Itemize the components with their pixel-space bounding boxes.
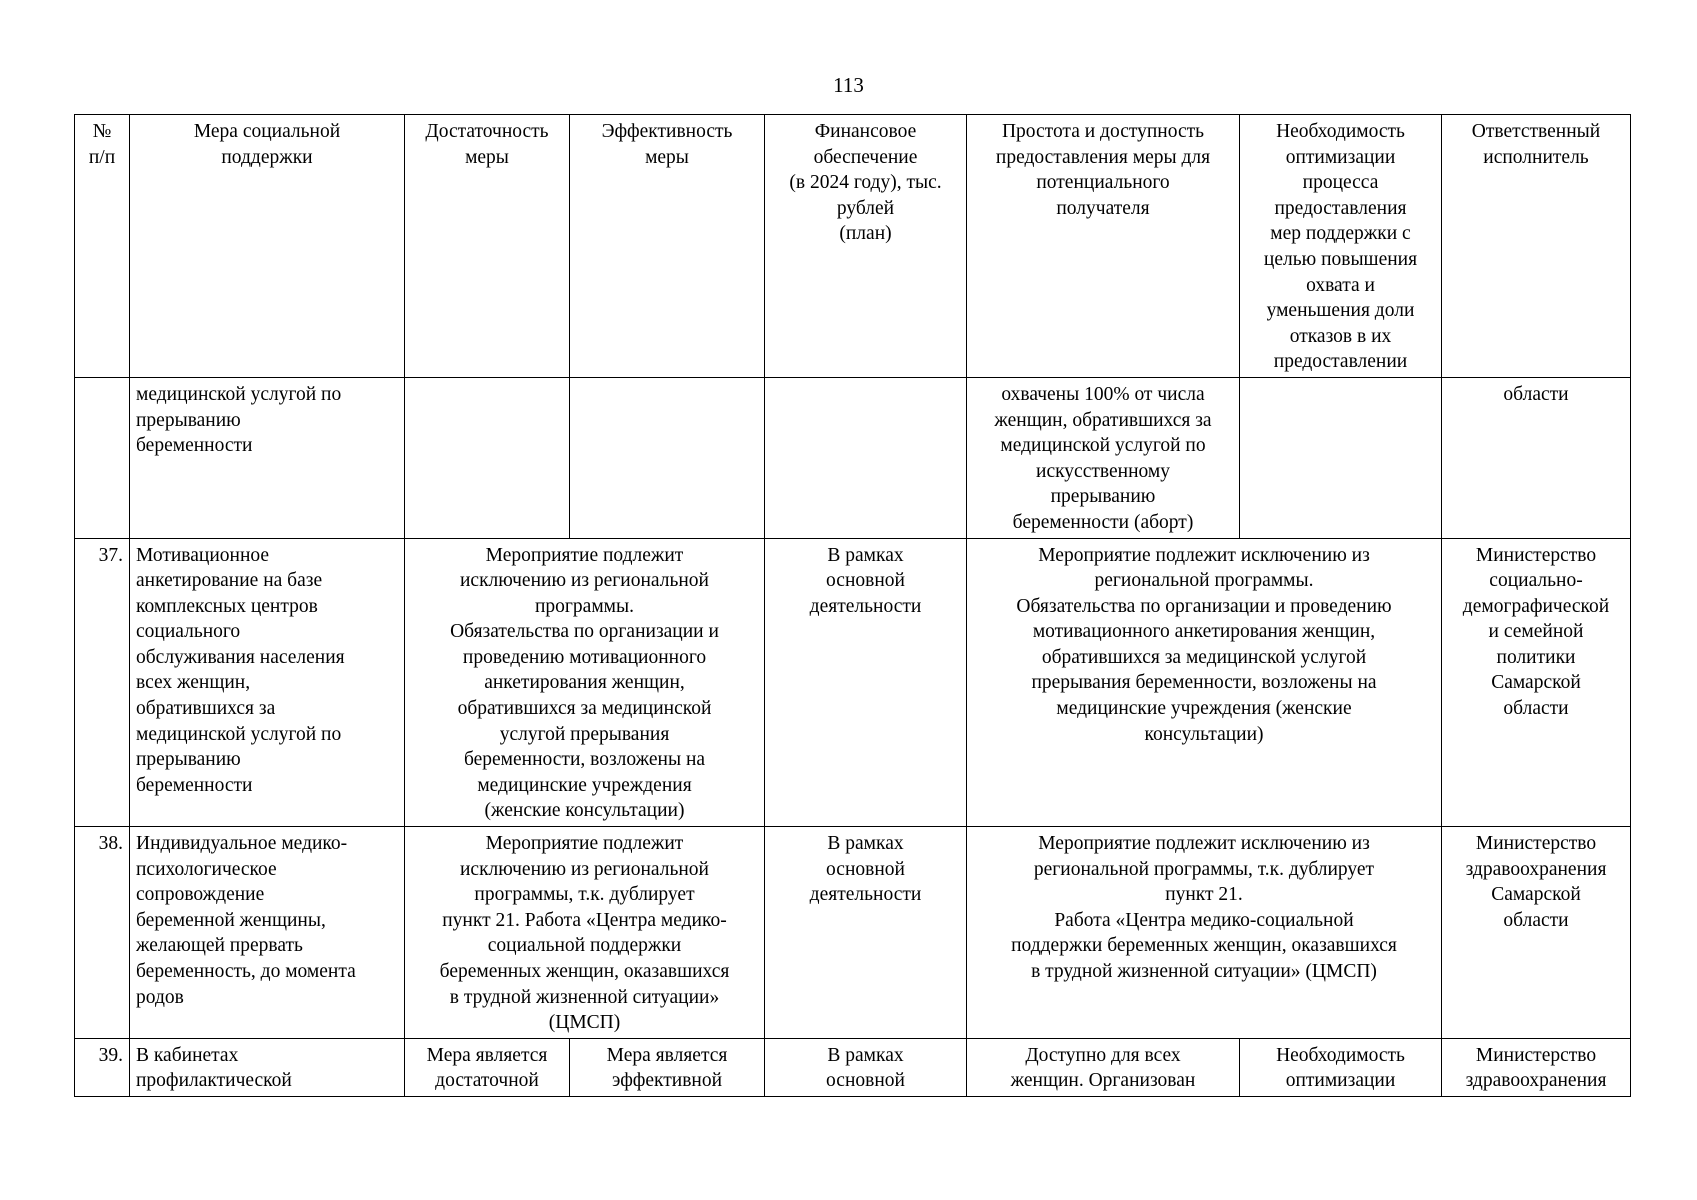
measures-table: [74, 114, 1631, 1097]
table-header-row: [75, 115, 1631, 378]
sufficiency-effectiveness-cell: Мероприятие подлежит исключению из региональной программы. Обязательства по организации и проведению мотивационного анкетирования женщин, обратившихся за медицинской услугой прерывания беременности, возложены на медицинские учреждения (женские консультации): [405, 538, 765, 827]
financing-cell: [765, 377, 967, 538]
financing-cell: В рамках основной деятельности: [765, 538, 967, 827]
header-number: № п/п: [75, 115, 130, 378]
row-number-cell: [75, 377, 130, 538]
table-row: [75, 1038, 1631, 1096]
table-row: [75, 377, 1631, 538]
optimization-cell: [1240, 377, 1442, 538]
sufficiency-cell: Мера является достаточной: [405, 1038, 570, 1096]
measure-cell: Мотивационное анкетирование на базе комплексных центров социального обслуживания населения всех женщин, обратившихся за медицинской услугой по прерыванию беременности: [130, 538, 405, 827]
measure-cell: медицинской услугой по прерыванию беременности: [130, 377, 405, 538]
row-number-cell: 39.: [75, 1038, 130, 1096]
header-financing: Финансовое обеспечение (в 2024 году), тыс. рублей (план): [765, 115, 967, 378]
simplicity-cell: охвачены 100% от числа женщин, обратившихся за медицинской услугой по искусственному прерыванию беременности (аборт): [967, 377, 1240, 538]
header-optimization: Необходимость оптимизации процесса предоставления мер поддержки с целью повышения охвата и уменьшения доли отказов в их предоставлении: [1240, 115, 1442, 378]
simplicity-optimization-cell: Мероприятие подлежит исключению из региональной программы. Обязательства по организации и проведению мотивационного анкетирования женщин, обратившихся за медицинской услугой прерывания беременности, возложены на медицинские учреждения (женские консультации): [967, 538, 1442, 827]
header-responsible: Ответственный исполнитель: [1442, 115, 1631, 378]
effectiveness-cell: Мера является эффективной: [570, 1038, 765, 1096]
sufficiency-cell: [405, 377, 570, 538]
responsible-cell: Министерство социально- демографической и семейной политики Самарской области: [1442, 538, 1631, 827]
row-number-cell: 38.: [75, 827, 130, 1039]
header-simplicity: Простота и доступность предоставления меры для потенциального получателя: [967, 115, 1240, 378]
financing-cell: В рамках основной: [765, 1038, 967, 1096]
measure-cell: В кабинетах профилактической: [130, 1038, 405, 1096]
effectiveness-cell: [570, 377, 765, 538]
simplicity-cell: Доступно для всех женщин. Организован: [967, 1038, 1240, 1096]
table-row: [75, 538, 1631, 827]
header-effectiveness: Эффективность меры: [570, 115, 765, 378]
optimization-cell: Необходимость оптимизации: [1240, 1038, 1442, 1096]
responsible-cell: области: [1442, 377, 1631, 538]
row-number-cell: 37.: [75, 538, 130, 827]
responsible-cell: Министерство здравоохранения: [1442, 1038, 1631, 1096]
table-row: [75, 827, 1631, 1039]
page-number: 113: [833, 73, 864, 97]
header-measure: Мера социальной поддержки: [130, 115, 405, 378]
header-sufficiency: Достаточность меры: [405, 115, 570, 378]
simplicity-optimization-cell: Мероприятие подлежит исключению из региональной программы, т.к. дублирует пункт 21. Работа «Центра медико-социальной поддержки беременных женщин, оказавшихся в трудной жизненной ситуации» (ЦМСП): [967, 827, 1442, 1039]
responsible-cell: Министерство здравоохранения Самарской области: [1442, 827, 1631, 1039]
measure-cell: Индивидуальное медико- психологическое сопровождение беременной женщины, желающей прервать беременность, до момента родов: [130, 827, 405, 1039]
financing-cell: В рамках основной деятельности: [765, 827, 967, 1039]
sufficiency-effectiveness-cell: Мероприятие подлежит исключению из региональной программы, т.к. дублирует пункт 21. Работа «Центра медико- социальной поддержки беременных женщин, оказавшихся в трудной жизненной ситуации» (ЦМСП): [405, 827, 765, 1039]
